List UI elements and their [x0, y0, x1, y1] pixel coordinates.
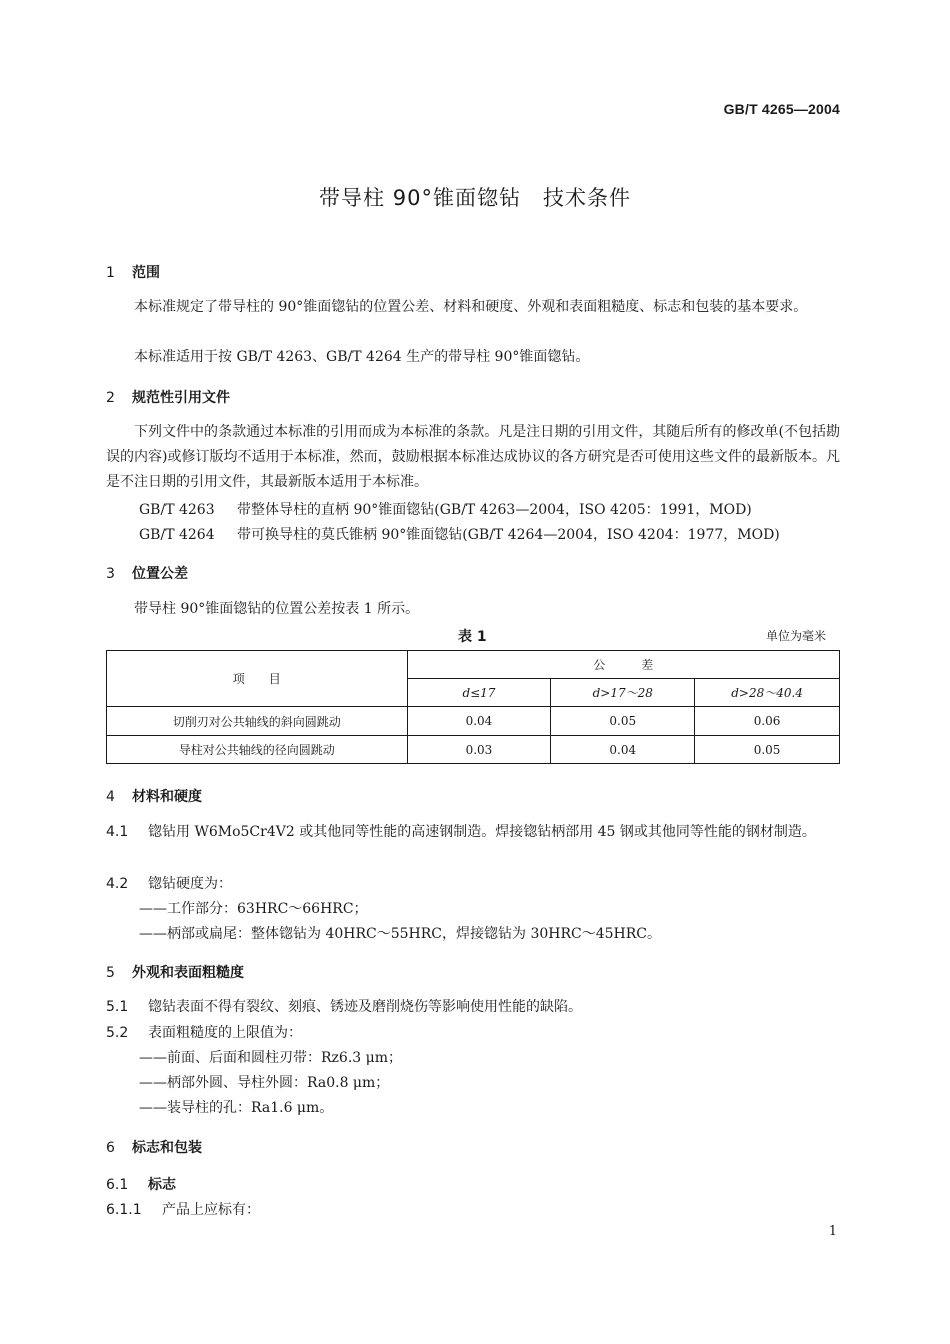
section-number: 5	[106, 965, 115, 981]
section-number: 1	[106, 265, 115, 281]
list-item: ——柄部或扁尾：整体锪钻为 40HRC～55HRC，焊接锪钻为 30HRC～45HRC。	[139, 926, 662, 942]
section-title: 外观和表面粗糙度	[132, 965, 244, 981]
document-title: 带导柱 90°锥面锪钻 技术条件	[319, 186, 631, 210]
tolerance-table	[106, 650, 840, 764]
list-item: ——工作部分：63HRC～66HRC；	[139, 901, 368, 917]
reference-item	[139, 499, 752, 519]
list-item: ——装导柱的孔：Ra1.6 μm。	[139, 1100, 334, 1116]
table-subheader: d>28～40.4	[695, 679, 840, 707]
table-row	[107, 736, 840, 764]
clause-text: 产品上应标有：	[162, 1202, 260, 1218]
section-title: 材料和硬度	[132, 789, 202, 805]
table-subheader: d>17～28	[551, 679, 695, 707]
section-number: 4	[106, 789, 115, 805]
section-3-heading	[106, 563, 188, 583]
section-3-paragraph-1: 带导柱 90°锥面锪钻的位置公差按表 1 所示。	[134, 601, 420, 617]
table-cell: 0.04	[551, 736, 695, 764]
section-5-heading	[106, 962, 244, 982]
clause-number: 5.1	[106, 999, 129, 1015]
section-6-heading	[106, 1137, 202, 1157]
clause-text: 锪钻表面不得有裂纹、刻痕、锈迹及磨削烧伤等影响使用性能的缺陷。	[148, 999, 582, 1015]
list-item: ——前面、后面和圆柱刃带：Rz6.3 μm；	[139, 1050, 403, 1066]
section-number: 2	[106, 390, 115, 406]
section-number: 6	[106, 1140, 115, 1156]
section-1-paragraph-1: 本标准规定了带导柱的 90°锥面锪钻的位置公差、材料和硬度、外观和表面粗糙度、标志和包装的基本要求。	[134, 299, 808, 315]
clause-5-2	[106, 1022, 302, 1042]
table-row-item: 切削刃对公共轴线的斜向圆跳动	[107, 707, 408, 736]
table-cell: 0.03	[407, 736, 551, 764]
section-title: 范围	[132, 265, 160, 281]
table-cell: 0.05	[551, 707, 695, 736]
clause-text: 表面粗糙度的上限值为：	[148, 1025, 302, 1041]
section-title: 规范性引用文件	[132, 390, 230, 406]
table-row	[107, 707, 840, 736]
table-header-tolerance: 公 差	[407, 651, 839, 679]
section-title: 标志和包装	[132, 1140, 202, 1156]
section-number: 3	[106, 566, 115, 582]
table-caption: 表 1	[458, 629, 487, 645]
section-2-paragraph-1: 下列文件中的条款通过本标准的引用而成为本标准的条款。凡是注日期的引用文件，其随后所有的修改单(不包括勘误的内容)或修订版均不适用于本标准，然而，鼓励根据本标准达成协议的各方研究是否可使用这些文件的最新版本。凡是不注日期的引用文件，其最新版本适用于本标准。	[106, 424, 840, 490]
table-row-item: 导柱对公共轴线的径向圆跳动	[107, 736, 408, 764]
reference-title: 带可换导柱的莫氏锥柄 90°锥面锪钻(GB/T 4264—2004，ISO 4204：1977，MOD)	[237, 527, 780, 543]
table-unit-note: 单位为毫米	[765, 629, 826, 643]
reference-code: GB/T 4264	[139, 527, 215, 543]
table-cell: 0.04	[407, 707, 551, 736]
clause-6-1	[106, 1174, 176, 1194]
section-1-heading	[106, 262, 160, 282]
list-item: ——柄部外圆、导柱外圆：Ra0.8 μm；	[139, 1075, 390, 1091]
table-cell: 0.06	[695, 707, 840, 736]
clause-text: 标志	[148, 1177, 176, 1193]
clause-4-1	[106, 820, 840, 845]
section-title: 位置公差	[132, 566, 188, 582]
clause-number: 5.2	[106, 1025, 129, 1041]
clause-4-2	[106, 873, 232, 893]
section-1-paragraph-2: 本标准适用于按 GB/T 4263、GB/T 4264 生产的带导柱 90°锥面锪钻。	[134, 349, 590, 365]
clause-text: 锪钻用 W6Mo5Cr4V2 或其他同等性能的高速钢制造。焊接锪钻柄部用 45 钢或其他同等性能的钢材制造。	[148, 824, 816, 840]
section-4-heading	[106, 786, 202, 806]
table-cell: 0.05	[695, 736, 840, 764]
reference-code: GB/T 4263	[139, 502, 215, 518]
clause-number: 6.1	[106, 1177, 129, 1193]
table-header-item: 项 目	[107, 651, 408, 707]
clause-number: 6.1.1	[106, 1202, 142, 1218]
standard-code: GB/T 4265—2004	[723, 101, 840, 117]
clause-text: 锪钻硬度为：	[148, 876, 232, 892]
section-2-heading	[106, 387, 230, 407]
reference-item	[139, 524, 780, 544]
table-header-row	[107, 651, 840, 679]
clause-number: 4.1	[106, 824, 129, 840]
reference-title: 带整体导柱的直柄 90°锥面锪钻(GB/T 4263—2004，ISO 4205：1991，MOD)	[237, 502, 752, 518]
page-number: 1	[828, 1224, 837, 1239]
table-subheader: d≤17	[407, 679, 551, 707]
clause-number: 4.2	[106, 876, 129, 892]
clause-6-1-1	[106, 1199, 260, 1219]
clause-5-1	[106, 996, 582, 1016]
